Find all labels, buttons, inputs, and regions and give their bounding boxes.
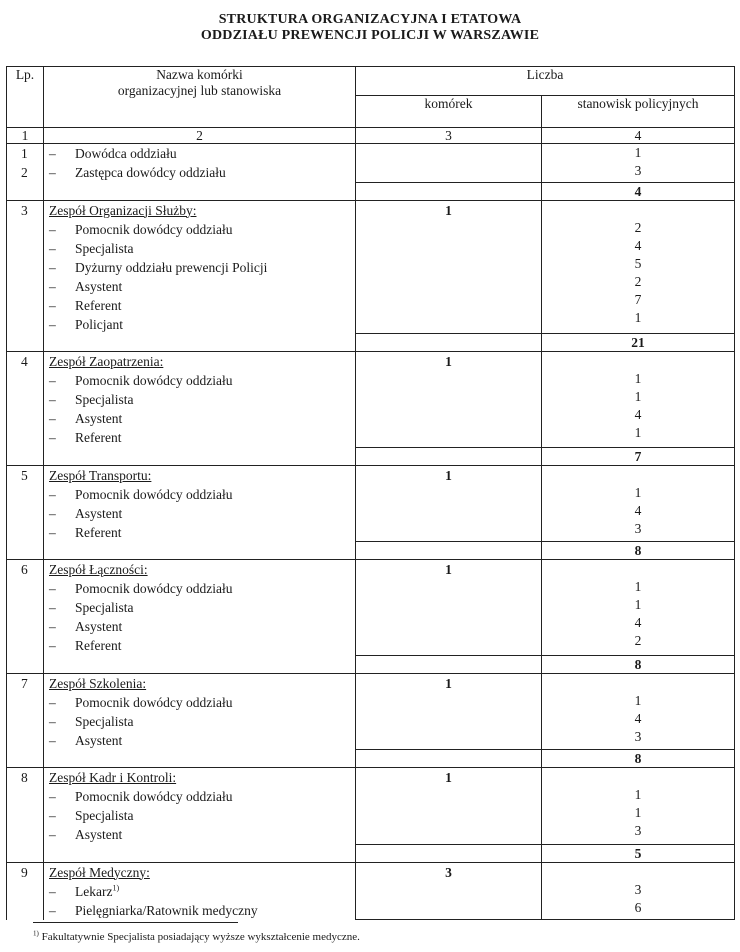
unit-name: Zespół Transportu: bbox=[49, 467, 152, 483]
count-lines bbox=[542, 768, 734, 840]
position-item bbox=[44, 296, 355, 315]
cells-value: 1 bbox=[445, 562, 452, 577]
position-count: 6 bbox=[634, 899, 642, 915]
header-lp: Lp. bbox=[7, 67, 44, 128]
position-item bbox=[44, 239, 355, 258]
position-name: Asystent bbox=[75, 278, 123, 294]
position-count: 5 bbox=[634, 255, 642, 271]
count-spacer bbox=[542, 201, 734, 219]
total-lp-blank bbox=[7, 542, 44, 560]
cells-lines bbox=[356, 201, 541, 220]
cells-count bbox=[356, 862, 542, 920]
position-count: 1 bbox=[634, 579, 642, 594]
total-cells-blank bbox=[356, 750, 542, 768]
dash-marker: – bbox=[49, 600, 56, 615]
position-item bbox=[44, 220, 355, 239]
header-komorek: komórek bbox=[356, 96, 542, 128]
lp-lines bbox=[7, 144, 43, 182]
position-name: Referent bbox=[75, 430, 122, 445]
section-total: 21 bbox=[542, 334, 735, 352]
header-name bbox=[44, 67, 356, 128]
position-count: 3 bbox=[634, 881, 642, 897]
count-lines bbox=[542, 560, 734, 650]
lp-number: 5 bbox=[21, 467, 28, 483]
count-lines bbox=[542, 863, 734, 917]
position-item bbox=[44, 409, 355, 428]
column-number: 4 bbox=[542, 128, 735, 144]
dash-marker: – bbox=[49, 694, 56, 710]
footnote-marker: 1) bbox=[33, 929, 39, 938]
position-item bbox=[44, 428, 355, 447]
cells-lines bbox=[356, 863, 541, 882]
positions-count bbox=[542, 862, 735, 920]
position-count: 1 bbox=[634, 484, 642, 500]
position-name: Pielęgniarka/Ratownik medyczny bbox=[75, 902, 258, 918]
position-count: 1 bbox=[634, 425, 642, 440]
header-name-line-1: Nazwa komórki bbox=[156, 67, 243, 82]
position-count: 4 bbox=[634, 502, 642, 518]
section-row bbox=[7, 768, 735, 845]
section-row bbox=[7, 862, 735, 920]
name-lines bbox=[44, 201, 355, 334]
position-count: 1 bbox=[634, 371, 642, 386]
cells-count bbox=[356, 673, 542, 750]
position-count: 4 bbox=[634, 237, 642, 253]
dash-marker: – bbox=[49, 505, 56, 521]
total-name-blank bbox=[44, 655, 356, 673]
footnote-text: Fakultatywnie Specjalista posiadający wyższe wykształcenie medyczne. bbox=[41, 931, 360, 943]
total-name-blank bbox=[44, 844, 356, 862]
position-name: Specjalista bbox=[75, 600, 134, 615]
title-line-2: ODDZIAŁU PREWENCJI POLICJI W WARSZAWIE bbox=[200, 28, 540, 43]
total-name-blank bbox=[44, 750, 356, 768]
section-row bbox=[7, 673, 735, 750]
positions-count bbox=[542, 352, 735, 448]
dash-marker: – bbox=[49, 486, 56, 502]
position-item bbox=[44, 901, 355, 920]
dash-marker: – bbox=[49, 259, 56, 275]
position-name: Asystent bbox=[75, 411, 123, 426]
count-lines bbox=[542, 466, 734, 538]
unit-name: Zespół Szkolenia: bbox=[49, 675, 147, 691]
position-item bbox=[44, 485, 355, 504]
dash-marker: – bbox=[49, 165, 56, 180]
lp-lines bbox=[7, 466, 43, 485]
position-count: 1 bbox=[634, 805, 642, 820]
cells-value: 1 bbox=[445, 354, 452, 369]
positions-count bbox=[542, 144, 735, 183]
section-total-row bbox=[7, 182, 735, 200]
count-spacer bbox=[542, 352, 734, 370]
position-item bbox=[44, 144, 355, 163]
dash-marker: – bbox=[49, 297, 56, 313]
position-name: Referent bbox=[75, 297, 122, 313]
position-item bbox=[44, 523, 355, 542]
lp-number: 3 bbox=[21, 202, 28, 218]
positions-count bbox=[542, 768, 735, 845]
name-lines bbox=[44, 144, 355, 182]
cells-lines bbox=[356, 144, 541, 163]
position-count: 3 bbox=[634, 163, 642, 178]
unit-name: Zespół Łączności: bbox=[49, 562, 148, 577]
positions-count bbox=[542, 465, 735, 542]
total-lp-blank bbox=[7, 655, 44, 673]
section-total: 7 bbox=[542, 447, 735, 465]
count-spacer bbox=[542, 466, 734, 484]
total-cells-blank bbox=[356, 447, 542, 465]
position-item bbox=[44, 315, 355, 334]
section-row bbox=[7, 465, 735, 542]
position-name: Pomocnik dowódcy oddziału bbox=[75, 581, 233, 596]
header-name-line-2: organizacyjnej lub stanowiska bbox=[117, 83, 282, 98]
dash-marker: – bbox=[49, 373, 56, 388]
dash-marker: – bbox=[49, 883, 56, 899]
position-name: Specjalista bbox=[75, 240, 134, 256]
position-name: Dowódca oddziału bbox=[75, 146, 177, 161]
position-item bbox=[44, 258, 355, 277]
dash-marker: – bbox=[49, 278, 56, 294]
position-item bbox=[44, 579, 355, 598]
position-item bbox=[44, 806, 355, 825]
position-name: Asystent bbox=[75, 732, 123, 748]
section-total-row bbox=[7, 655, 735, 673]
cells-count bbox=[356, 768, 542, 845]
lp-cell bbox=[7, 768, 44, 845]
position-item bbox=[44, 163, 355, 182]
cells-lines bbox=[356, 768, 541, 787]
dash-marker: – bbox=[49, 411, 56, 426]
position-count: 1 bbox=[634, 145, 642, 160]
section-total: 4 bbox=[542, 182, 735, 200]
position-item bbox=[44, 390, 355, 409]
cells-lines bbox=[356, 352, 541, 371]
cells-count bbox=[356, 560, 542, 656]
cells-value: 1 bbox=[445, 467, 452, 483]
name-lines bbox=[44, 768, 355, 844]
total-lp-blank bbox=[7, 844, 44, 862]
position-name: Policjant bbox=[75, 316, 123, 332]
position-item bbox=[44, 882, 355, 901]
position-name: Zastępca dowódcy oddziału bbox=[75, 165, 226, 180]
cells-lines bbox=[356, 674, 541, 693]
lp-lines bbox=[7, 560, 43, 579]
cells-value: 1 bbox=[445, 675, 452, 691]
name-lines bbox=[44, 466, 355, 542]
lp-cell bbox=[7, 862, 44, 920]
position-name: Asystent bbox=[75, 619, 123, 634]
header-stanowisk: stanowisk policyjnych bbox=[542, 96, 735, 128]
name-cell bbox=[44, 673, 356, 750]
total-cells-blank bbox=[356, 334, 542, 352]
name-cell bbox=[44, 144, 356, 183]
position-name: Pomocnik dowódcy oddziału bbox=[75, 694, 233, 710]
position-count: 3 bbox=[634, 520, 642, 536]
position-item bbox=[44, 712, 355, 731]
lp-number: 4 bbox=[21, 354, 28, 369]
position-count: 1 bbox=[634, 692, 642, 708]
section-row bbox=[7, 200, 735, 334]
name-cell bbox=[44, 465, 356, 542]
name-cell bbox=[44, 862, 356, 920]
column-number: 2 bbox=[44, 128, 356, 144]
section-total-row bbox=[7, 750, 735, 768]
lp-number: 7 bbox=[21, 675, 28, 691]
lp-lines bbox=[7, 768, 43, 787]
dash-marker: – bbox=[49, 789, 56, 804]
position-name: Asystent bbox=[75, 505, 123, 521]
footnote bbox=[33, 930, 360, 944]
dash-marker: – bbox=[49, 713, 56, 729]
lp-number: 1 bbox=[21, 146, 28, 161]
section-total-row bbox=[7, 844, 735, 862]
section-total: 8 bbox=[542, 750, 735, 768]
total-cells-blank bbox=[356, 542, 542, 560]
lp-lines bbox=[7, 674, 43, 693]
footnote-ref: 1) bbox=[112, 883, 120, 892]
total-name-blank bbox=[44, 447, 356, 465]
lp-cell bbox=[7, 144, 44, 183]
positions-count bbox=[542, 673, 735, 750]
position-count: 1 bbox=[634, 787, 642, 802]
dash-marker: – bbox=[49, 827, 56, 842]
position-item bbox=[44, 731, 355, 750]
total-name-blank bbox=[44, 182, 356, 200]
lp-number: 2 bbox=[21, 165, 28, 180]
position-name: Asystent bbox=[75, 827, 123, 842]
position-item bbox=[44, 636, 355, 655]
section-row bbox=[7, 352, 735, 448]
cells-value bbox=[356, 144, 541, 163]
count-lines bbox=[542, 201, 734, 327]
name-lines bbox=[44, 674, 355, 750]
total-cells-blank bbox=[356, 844, 542, 862]
total-cells-blank bbox=[356, 655, 542, 673]
position-count: 4 bbox=[634, 710, 642, 726]
positions-count bbox=[542, 560, 735, 656]
position-name: Specjalista bbox=[75, 713, 134, 729]
name-lines bbox=[44, 352, 355, 447]
section-total: 8 bbox=[542, 655, 735, 673]
lp-cell bbox=[7, 673, 44, 750]
dash-marker: – bbox=[49, 638, 56, 653]
dash-marker: – bbox=[49, 524, 56, 540]
position-name: Pomocnik dowódcy oddziału bbox=[75, 486, 233, 502]
position-count: 1 bbox=[634, 597, 642, 612]
total-lp-blank bbox=[7, 334, 44, 352]
total-name-blank bbox=[44, 334, 356, 352]
section-row bbox=[7, 560, 735, 656]
count-lines bbox=[542, 674, 734, 746]
position-count: 7 bbox=[634, 291, 642, 307]
position-count: 1 bbox=[634, 389, 642, 404]
column-number: 1 bbox=[7, 128, 44, 144]
total-lp-blank bbox=[7, 750, 44, 768]
dash-marker: – bbox=[49, 619, 56, 634]
name-cell bbox=[44, 768, 356, 845]
position-name: Pomocnik dowódcy oddziału bbox=[75, 789, 233, 804]
position-item bbox=[44, 617, 355, 636]
positions-count bbox=[542, 200, 735, 334]
dash-marker: – bbox=[49, 732, 56, 748]
position-name: Referent bbox=[75, 638, 122, 653]
dash-marker: – bbox=[49, 146, 56, 161]
position-name: Pomocnik dowódcy oddziału bbox=[75, 221, 233, 237]
count-spacer bbox=[542, 768, 734, 786]
footnote-separator bbox=[33, 922, 238, 923]
document-title bbox=[0, 12, 740, 44]
position-item bbox=[44, 787, 355, 806]
section-total-row bbox=[7, 542, 735, 560]
total-lp-blank bbox=[7, 447, 44, 465]
cells-value: 3 bbox=[445, 864, 452, 880]
position-name: Specjalista bbox=[75, 808, 134, 823]
title-line-1: STRUKTURA ORGANIZACYJNA I ETATOWA bbox=[218, 12, 522, 27]
dash-marker: – bbox=[49, 581, 56, 596]
unit-name: Zespół Kadr i Kontroli: bbox=[49, 770, 177, 785]
position-count: 4 bbox=[634, 407, 642, 422]
lp-cell bbox=[7, 465, 44, 542]
cells-value: 1 bbox=[445, 202, 452, 218]
name-lines bbox=[44, 560, 355, 655]
position-item bbox=[44, 825, 355, 844]
position-name: Referent bbox=[75, 524, 122, 540]
position-name: Dyżurny oddziału prewencji Policji bbox=[75, 259, 268, 275]
position-count: 2 bbox=[634, 219, 642, 235]
unit-name: Zespół Organizacji Służby: bbox=[49, 202, 197, 218]
position-name: Pomocnik dowódcy oddziału bbox=[75, 373, 233, 388]
section-total: 5 bbox=[542, 844, 735, 862]
lp-number: 6 bbox=[21, 562, 28, 577]
cells-count bbox=[356, 352, 542, 448]
position-count: 2 bbox=[634, 273, 642, 289]
column-number: 3 bbox=[356, 128, 542, 144]
position-item bbox=[44, 277, 355, 296]
lp-cell bbox=[7, 560, 44, 656]
position-count: 4 bbox=[634, 615, 642, 630]
unit-name: Zespół Medyczny: bbox=[49, 864, 150, 880]
name-cell bbox=[44, 200, 356, 334]
lp-cell bbox=[7, 352, 44, 448]
dash-marker: – bbox=[49, 808, 56, 823]
dash-marker: – bbox=[49, 430, 56, 445]
lp-number: 8 bbox=[21, 770, 28, 785]
count-lines bbox=[542, 144, 734, 180]
total-lp-blank bbox=[7, 182, 44, 200]
column-number-row bbox=[7, 128, 735, 144]
position-name: Specjalista bbox=[75, 392, 134, 407]
section-total-row bbox=[7, 334, 735, 352]
count-lines bbox=[542, 352, 734, 442]
dash-marker: – bbox=[49, 221, 56, 237]
lp-number: 9 bbox=[21, 864, 28, 880]
header-liczba: Liczba bbox=[356, 67, 735, 96]
position-count: 3 bbox=[634, 728, 642, 744]
dash-marker: – bbox=[49, 240, 56, 256]
position-item bbox=[44, 371, 355, 390]
lp-lines bbox=[7, 352, 43, 371]
position-count: 2 bbox=[634, 633, 642, 648]
dash-marker: – bbox=[49, 316, 56, 332]
position-item bbox=[44, 598, 355, 617]
cells-count bbox=[356, 465, 542, 542]
cells-count bbox=[356, 200, 542, 334]
position-item bbox=[44, 693, 355, 712]
staffing-table bbox=[6, 66, 735, 920]
cells-lines bbox=[356, 560, 541, 579]
cells-value: 1 bbox=[445, 770, 452, 785]
count-spacer bbox=[542, 674, 734, 692]
cells-lines bbox=[356, 466, 541, 485]
position-name: Lekarz bbox=[75, 883, 113, 899]
count-spacer bbox=[542, 560, 734, 578]
position-count: 3 bbox=[634, 823, 642, 838]
unit-name: Zespół Zaopatrzenia: bbox=[49, 354, 164, 369]
position-count: 1 bbox=[634, 309, 642, 325]
name-cell bbox=[44, 352, 356, 448]
position-item bbox=[44, 504, 355, 523]
name-lines bbox=[44, 863, 355, 920]
section-total-row bbox=[7, 447, 735, 465]
total-name-blank bbox=[44, 542, 356, 560]
dash-marker: – bbox=[49, 902, 56, 918]
lp-cell bbox=[7, 200, 44, 334]
total-cells-blank bbox=[356, 182, 542, 200]
section-row bbox=[7, 144, 735, 183]
dash-marker: – bbox=[49, 392, 56, 407]
section-total: 8 bbox=[542, 542, 735, 560]
lp-lines bbox=[7, 201, 43, 220]
lp-lines bbox=[7, 863, 43, 882]
name-cell bbox=[44, 560, 356, 656]
cells-count bbox=[356, 144, 542, 183]
count-spacer bbox=[542, 863, 734, 881]
